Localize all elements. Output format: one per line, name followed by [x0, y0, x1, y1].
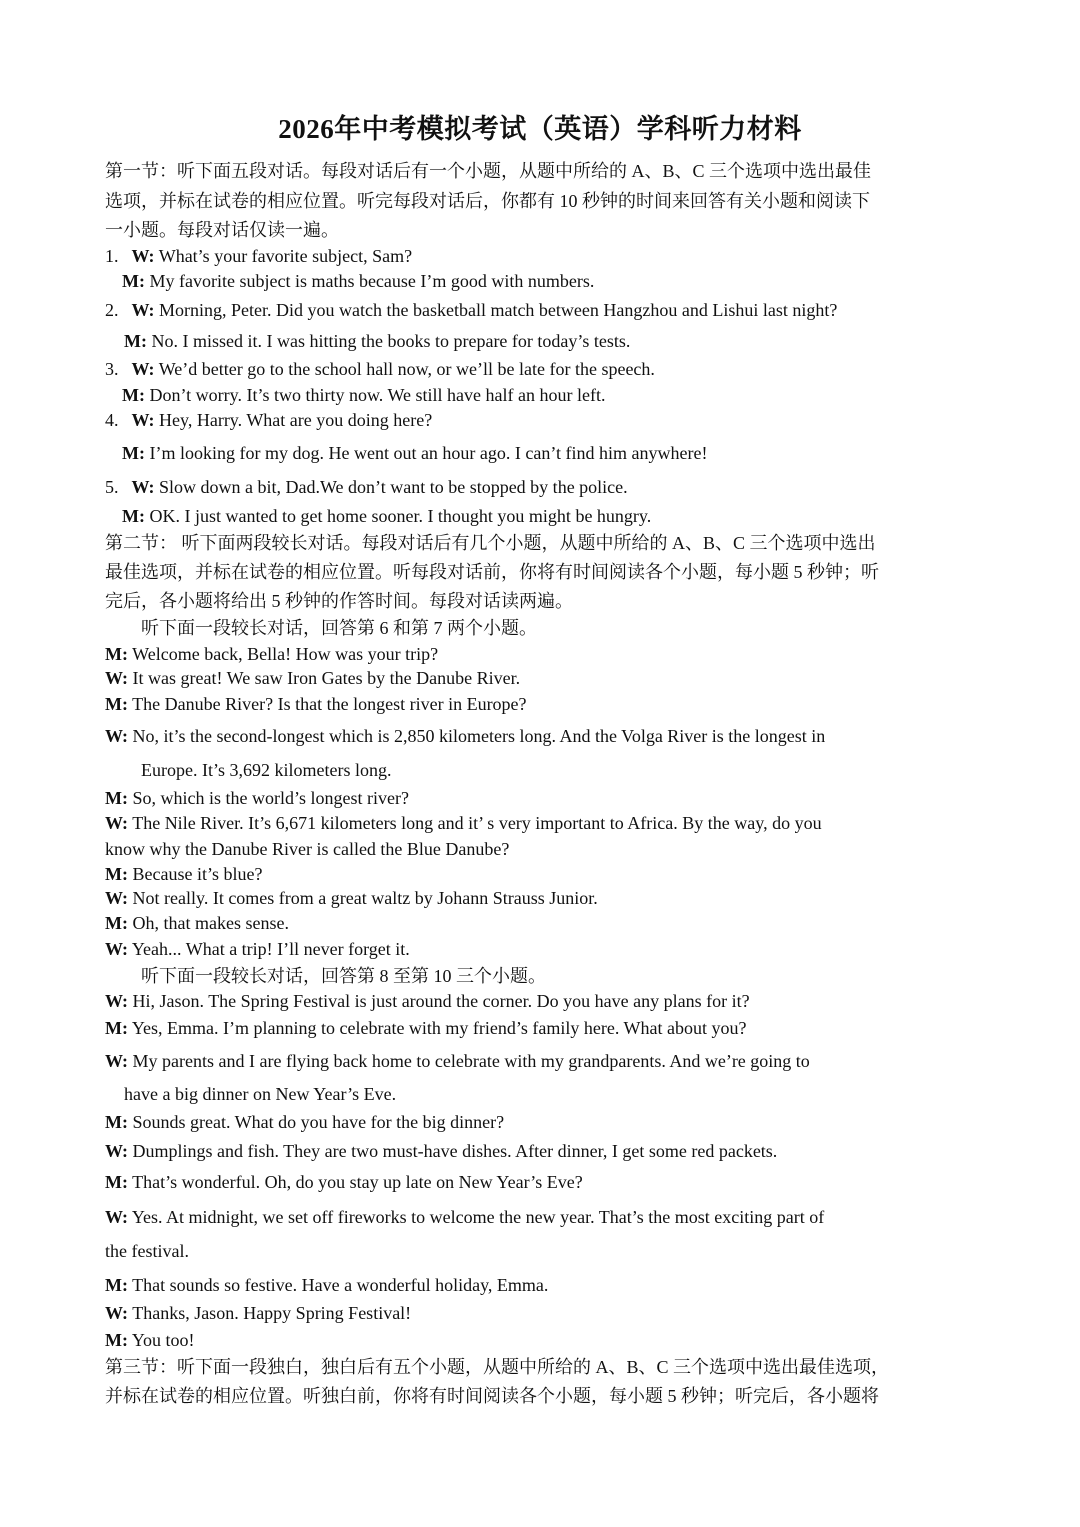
speaker-label: W:: [105, 1051, 129, 1071]
section1-instruction-line: 一小题。每段对话仅读一遍。: [105, 220, 339, 240]
speaker-label: M:: [105, 1275, 128, 1295]
dialog-intro: 听下面一段较长对话，回答第 6 和第 7 两个小题。: [141, 618, 537, 638]
dialog-line: [105, 912, 289, 935]
dialog-text: Dumplings and fish. They are two must-have dishes. After dinner, I get some red packets.: [132, 1141, 778, 1161]
section1-instruction-line: 第一节：听下面五段对话。每段对话后有一个小题，从题中所给的 A、B、C 三个选项中选出最佳: [105, 161, 872, 181]
speaker-label: M:: [122, 443, 145, 463]
dialog-text: Hi, Jason. The Spring Festival is just around the corner. Do you have any plans for it?: [132, 991, 750, 1011]
dialog-continuation: Europe. It’s 3,692 kilometers long.: [141, 760, 392, 780]
speaker-label: M:: [122, 385, 145, 405]
dialog-text: No. I missed it. I was hitting the books to prepare for today’s tests.: [151, 331, 631, 351]
dialog-line: [105, 787, 409, 810]
section3-instruction-line: 并标在试卷的相应位置。听独白前，你将有时间阅读各个小题，每小题 5 秒钟；听完后，各小题将: [105, 1386, 879, 1406]
dialog-text: So, which is the world’s longest river?: [132, 788, 409, 808]
dialog-text: Yeah... What a trip! I’ll never forget it.: [131, 939, 410, 959]
dialog-text: My parents and I are flying back home to celebrate with my grandparents. And we’re going to: [132, 1051, 810, 1071]
dialog-text: No, it’s the second-longest which is 2,850 kilometers long. And the Volga River is the longest in: [132, 726, 826, 746]
speaker-label: W:: [105, 991, 129, 1011]
speaker-label: M:: [124, 331, 147, 351]
dialog-line: [105, 1274, 548, 1297]
dialog-line: [105, 409, 432, 432]
speaker-label: M:: [122, 506, 145, 526]
dialog-line: [105, 863, 262, 886]
speaker-label: W:: [105, 726, 129, 746]
dialog-text: The Nile River. It’s 6,671 kilometers long and it’ s very important to Africa. By the way, do you: [132, 813, 822, 833]
dialog-line: [105, 887, 598, 910]
section3-instruction-line: 第三节：听下面一段独白，独白后有五个小题，从题中所给的 A、B、C 三个选项中选出最佳选项，: [105, 1357, 890, 1377]
speaker-label: W:: [131, 477, 155, 497]
speaker-label: M:: [105, 1172, 128, 1192]
dialog-text: Hey, Harry. What are you doing here?: [159, 410, 433, 430]
dialog-text: Sounds great. What do you have for the big dinner?: [132, 1112, 505, 1132]
dialog-line: [105, 245, 412, 268]
dialog-line: [105, 1111, 504, 1134]
dialog-intro: 听下面一段较长对话，回答第 8 至第 10 三个小题。: [141, 966, 546, 986]
speaker-label: W:: [131, 359, 155, 379]
page-title: 2026年中考模拟考试（英语）学科听力材料: [278, 114, 802, 144]
dialog-text: Oh, that makes sense.: [132, 913, 289, 933]
dialog-text: Slow down a bit, Dad.We don’t want to be stopped by the police.: [159, 477, 628, 497]
dialog-continuation: the festival.: [105, 1241, 189, 1261]
dialog-text: We’d better go to the school hall now, or we’ll be late for the speech.: [158, 359, 655, 379]
dialog-text: That sounds so festive. Have a wonderful holiday, Emma.: [132, 1275, 549, 1295]
dialog-line: [105, 667, 520, 690]
dialog-line: [122, 442, 708, 465]
speaker-label: M:: [105, 913, 128, 933]
dialog-line: [122, 270, 594, 293]
dialog-line: [105, 1171, 583, 1194]
dialog-text: The Danube River? Is that the longest river in Europe?: [132, 694, 527, 714]
dialog-line: [105, 812, 822, 835]
section1-instruction-line: 选项，并标在试卷的相应位置。听完每段对话后，你都有 10 秒钟的时间来回答有关小题和阅读下: [105, 191, 870, 211]
dialog-line: [105, 938, 410, 961]
question-number: 5.: [105, 477, 119, 497]
dialog-text: Yes. At midnight, we set off fireworks to welcome the new year. That’s the most exciting part of: [131, 1207, 825, 1227]
section2-instruction-line: 完后，各小题将给出 5 秒钟的作答时间。每段对话读两遍。: [105, 591, 573, 611]
dialog-line: [105, 1329, 195, 1352]
dialog-line: [105, 643, 438, 666]
dialog-text: Morning, Peter. Did you watch the basketball match between Hangzhou and Lishui last night?: [159, 300, 838, 320]
speaker-label: M:: [105, 644, 128, 664]
dialog-text: I’m looking for my dog. He went out an hour ago. I can’t find him anywhere!: [149, 443, 708, 463]
speaker-label: W:: [105, 813, 129, 833]
speaker-label: W:: [105, 668, 129, 688]
question-number: 2.: [105, 300, 119, 320]
speaker-label: W:: [105, 1303, 129, 1323]
dialog-line: [122, 505, 651, 528]
speaker-label: W:: [105, 939, 129, 959]
dialog-text: It was great! We saw Iron Gates by the Danube River.: [132, 668, 521, 688]
dialog-line: [105, 476, 628, 499]
dialog-line: [105, 990, 750, 1013]
dialog-line: [105, 358, 655, 381]
dialog-continuation: have a big dinner on New Year’s Eve.: [124, 1084, 397, 1104]
dialog-continuation: know why the Danube River is called the Blue Danube?: [105, 839, 510, 859]
dialog-text: Because it’s blue?: [132, 864, 263, 884]
dialog-line: [105, 1140, 777, 1163]
speaker-label: M:: [122, 271, 145, 291]
speaker-label: M:: [105, 1112, 128, 1132]
dialog-line: [105, 1302, 411, 1325]
dialog-line: [105, 1017, 747, 1040]
question-number: 1.: [105, 246, 119, 266]
dialog-line: [122, 384, 605, 407]
speaker-label: W:: [131, 246, 155, 266]
dialog-text: You too!: [131, 1330, 195, 1350]
dialog-text: Not really. It comes from a great waltz by Johann Strauss Junior.: [132, 888, 598, 908]
question-number: 3.: [105, 359, 119, 379]
speaker-label: M:: [105, 864, 128, 884]
dialog-text: What’s your favorite subject, Sam?: [158, 246, 413, 266]
speaker-label: W:: [131, 410, 155, 430]
dialog-text: That’s wonderful. Oh, do you stay up late on New Year’s Eve?: [132, 1172, 583, 1192]
dialog-line: [105, 725, 825, 748]
question-number: 4.: [105, 410, 119, 430]
dialog-line: [105, 1050, 810, 1073]
speaker-label: M:: [105, 694, 128, 714]
speaker-label: M:: [105, 1018, 128, 1038]
dialog-text: Yes, Emma. I’m planning to celebrate with my friend’s family here. What about you?: [131, 1018, 747, 1038]
speaker-label: M:: [105, 1330, 128, 1350]
speaker-label: W:: [105, 888, 129, 908]
speaker-label: M:: [105, 788, 128, 808]
dialog-line: [105, 1206, 824, 1229]
section2-instruction-line: 最佳选项，并标在试卷的相应位置。听每段对话前，你将有时间阅读各个小题，每小题 5 秒钟；听: [105, 562, 879, 582]
dialog-text: OK. I just wanted to get home sooner. I thought you might be hungry.: [149, 506, 652, 526]
section2-instruction-line: 第二节： 听下面两段较长对话。每段对话后有几个小题，从题中所给的 A、B、C 三个选项中选出: [105, 533, 876, 553]
dialog-text: My favorite subject is maths because I’m good with numbers.: [149, 271, 595, 291]
dialog-line: [105, 693, 527, 716]
dialog-line: [105, 299, 837, 322]
speaker-label: W:: [131, 300, 155, 320]
dialog-line: [124, 330, 630, 353]
speaker-label: W:: [105, 1207, 129, 1227]
dialog-text: Welcome back, Bella! How was your trip?: [132, 644, 439, 664]
dialog-text: Thanks, Jason. Happy Spring Festival!: [132, 1303, 412, 1323]
dialog-text: Don’t worry. It’s two thirty now. We still have half an hour left.: [149, 385, 606, 405]
speaker-label: W:: [105, 1141, 129, 1161]
